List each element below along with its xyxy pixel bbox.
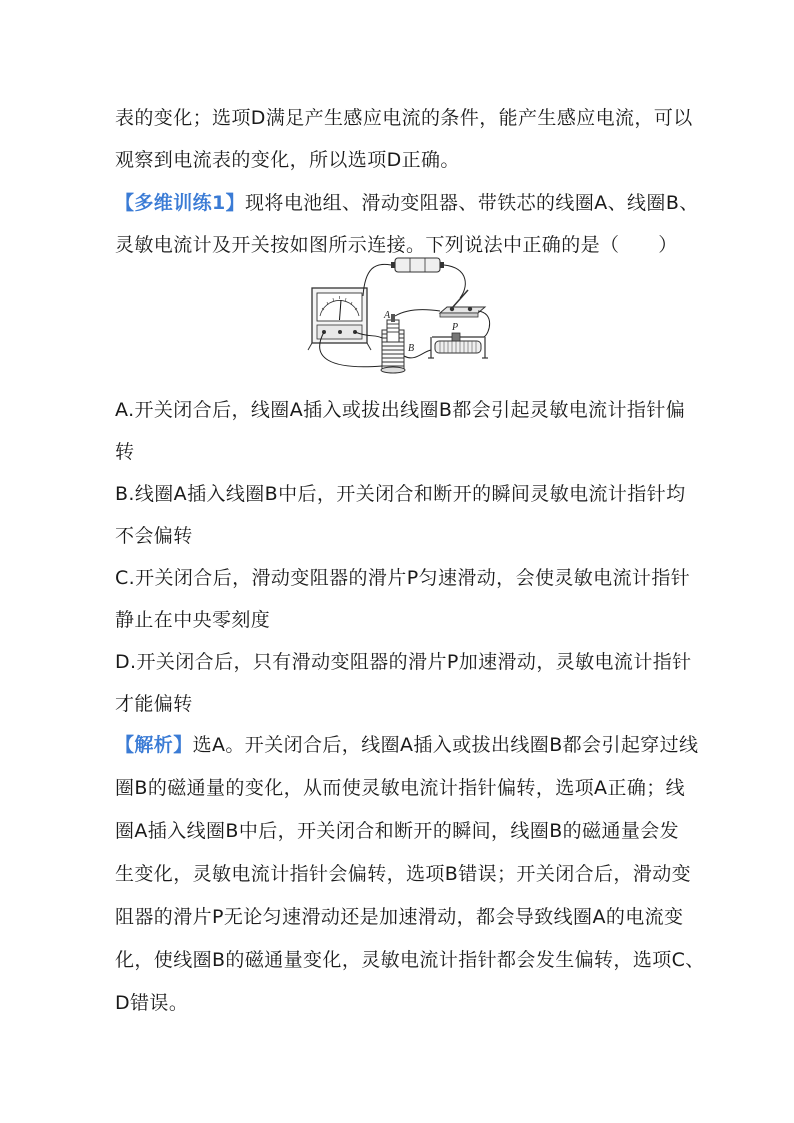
analysis-line-6: 化，使线圈B的磁通量变化，灵敏电流计指针都会发生偏转，选项C、 (115, 949, 705, 971)
option-d-line-2: 才能偏转 (115, 693, 193, 715)
galvanometer-icon (308, 288, 371, 350)
question-text: 现将电池组、滑动变阻器、带铁芯的线圈A、线圈B、 (245, 192, 699, 214)
coil-assembly-icon (381, 314, 405, 373)
circuit-diagram-figure (300, 238, 500, 388)
analysis-line-2: 圈B的磁通量的变化，从而使灵敏电流计指针偏转，选项A正确；线 (115, 777, 686, 799)
analysis-line-3: 圈A插入线圈B中后，开关闭合和断开的瞬间，线圈B的磁通量会发 (115, 820, 680, 842)
option-a-line-2: 转 (115, 441, 135, 463)
question-tag: 【多维训练1】 (115, 192, 246, 214)
label-coil-b: B (408, 343, 415, 354)
battery-pack-icon (391, 258, 444, 272)
analysis-line-1 (115, 733, 698, 757)
label-coil-a: A (384, 310, 391, 321)
analysis-text: 选A。开关闭合后，线圈A插入或拔出线圈B都会引起穿过线 (192, 734, 699, 756)
option-d-line-1: D.开关闭合后，只有滑动变阻器的滑片P加速滑动，灵敏电流计指针 (115, 651, 692, 673)
label-slider-p: P (452, 322, 459, 333)
question-line-1 (115, 191, 699, 215)
intro-line-1: 表的变化；选项D满足产生感应电流的条件，能产生感应电流，可以 (115, 107, 693, 129)
analysis-line-4: 生变化，灵敏电流计指针会偏转，选项B错误；开关闭合后，滑动变 (115, 863, 692, 885)
analysis-line-7: D错误。 (115, 992, 189, 1014)
option-b-line-2: 不会偏转 (115, 525, 193, 547)
rheostat-icon (428, 333, 488, 358)
question-line-2: 灵敏电流计及开关按如图所示连接。下列说法中正确的是（ ） (115, 234, 678, 256)
intro-line-2: 观察到电流表的变化，所以选项D正确。 (115, 149, 460, 171)
option-b-line-1: B.线圈A插入线圈B中后，开关闭合和断开的瞬间灵敏电流计指针均 (115, 483, 686, 505)
analysis-line-5: 阻器的滑片P无论匀速滑动还是加速滑动，都会导致线圈A的电流变 (115, 906, 684, 928)
option-c-line-1: C.开关闭合后，滑动变阻器的滑片P匀速滑动，会使灵敏电流计指针 (115, 567, 691, 589)
option-c-line-2: 静止在中央零刻度 (115, 609, 271, 631)
analysis-tag: 【解析】 (115, 734, 193, 756)
option-a-line-1: A.开关闭合后，线圈A插入或拔出线圈B都会引起灵敏电流计指针偏 (115, 399, 686, 421)
